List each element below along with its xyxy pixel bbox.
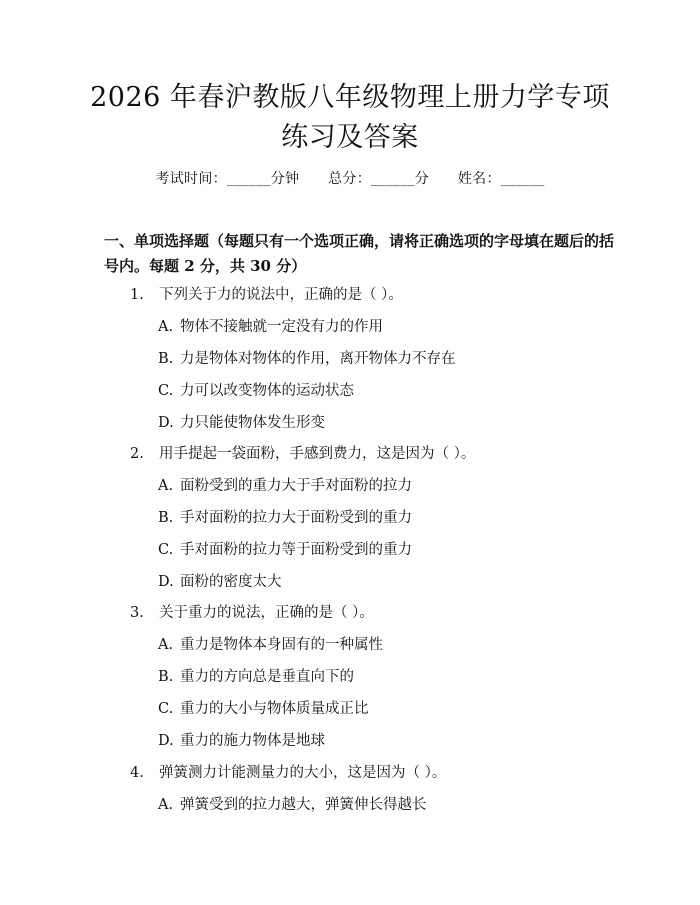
total-score: 总分：______分 — [328, 171, 430, 187]
option-text: 手对面粉的拉力等于面粉受到的重力 — [180, 542, 412, 558]
page-title: 2026 年春沪教版八年级物理上册力学专项练习及答案 — [90, 82, 610, 153]
option-text: 重力的大小与物体质量成正比 — [180, 701, 369, 717]
option-label: A. — [158, 637, 174, 653]
option-2a — [158, 474, 412, 495]
option-label: C. — [158, 383, 174, 399]
option-1c — [158, 379, 354, 400]
option-label: B. — [158, 351, 174, 367]
option-label: D. — [158, 415, 174, 431]
option-text: 面粉的密度太大 — [180, 574, 282, 590]
option-3a — [158, 633, 383, 654]
option-text: 力只能使物体发生形变 — [180, 415, 325, 431]
option-text: 力是物体对物体的作用，离开物体力不存在 — [180, 351, 456, 367]
option-text: 面粉受到的重力大于手对面粉的拉力 — [180, 478, 412, 494]
option-label: C. — [158, 701, 174, 717]
question-text: 下列关于力的说法中，正确的是（ ）。 — [159, 287, 403, 303]
option-label: A. — [158, 319, 174, 335]
option-2d — [158, 570, 282, 591]
option-1a — [158, 315, 383, 336]
option-text: 重力是物体本身固有的一种属性 — [180, 637, 383, 653]
option-3b — [158, 665, 354, 686]
question-number: 3. — [130, 605, 144, 621]
question-1 — [130, 283, 403, 304]
option-1d — [158, 411, 325, 432]
question-4 — [130, 761, 446, 782]
option-label: B. — [158, 669, 174, 685]
option-text: 弹簧受到的拉力越大，弹簧伸长得越长 — [180, 797, 427, 813]
question-text: 关于重力的说法，正确的是（ ）。 — [159, 605, 374, 621]
option-label: D. — [158, 574, 174, 590]
question-3 — [130, 601, 374, 622]
option-text: 物体不接触就一定没有力的作用 — [180, 319, 383, 335]
student-name: 姓名：______ — [457, 171, 545, 187]
question-2 — [130, 442, 475, 463]
option-2c — [158, 538, 412, 559]
option-text: 重力的施力物体是地球 — [180, 733, 325, 749]
option-text: 手对面粉的拉力大于面粉受到的重力 — [180, 510, 412, 526]
option-2b — [158, 506, 412, 527]
question-number: 2. — [130, 446, 144, 462]
option-text: 力可以改变物体的运动状态 — [180, 383, 354, 399]
option-1b — [158, 347, 456, 368]
option-text: 重力的方向总是垂直向下的 — [180, 669, 354, 685]
option-label: A. — [158, 478, 174, 494]
option-label: B. — [158, 510, 174, 526]
question-number: 1. — [130, 287, 144, 303]
option-label: A. — [158, 797, 174, 813]
option-3c — [158, 697, 369, 718]
section-heading: 一、单项选择题（每题只有一个选项正确，请将正确选项的字母填在题后的括号内。每题 2 分，共 30 分） — [104, 232, 615, 275]
option-4a — [158, 793, 427, 814]
exam-info — [0, 168, 700, 188]
question-text: 用手提起一袋面粉，手感到费力，这是因为（ ）。 — [159, 446, 476, 462]
exam-time: 考试时间：______分钟 — [155, 171, 300, 187]
option-label: C. — [158, 542, 174, 558]
option-label: D. — [158, 733, 174, 749]
option-3d — [158, 729, 325, 750]
question-text: 弹簧测力计能测量力的大小，这是因为（ ）。 — [159, 765, 447, 781]
question-number: 4. — [130, 765, 144, 781]
